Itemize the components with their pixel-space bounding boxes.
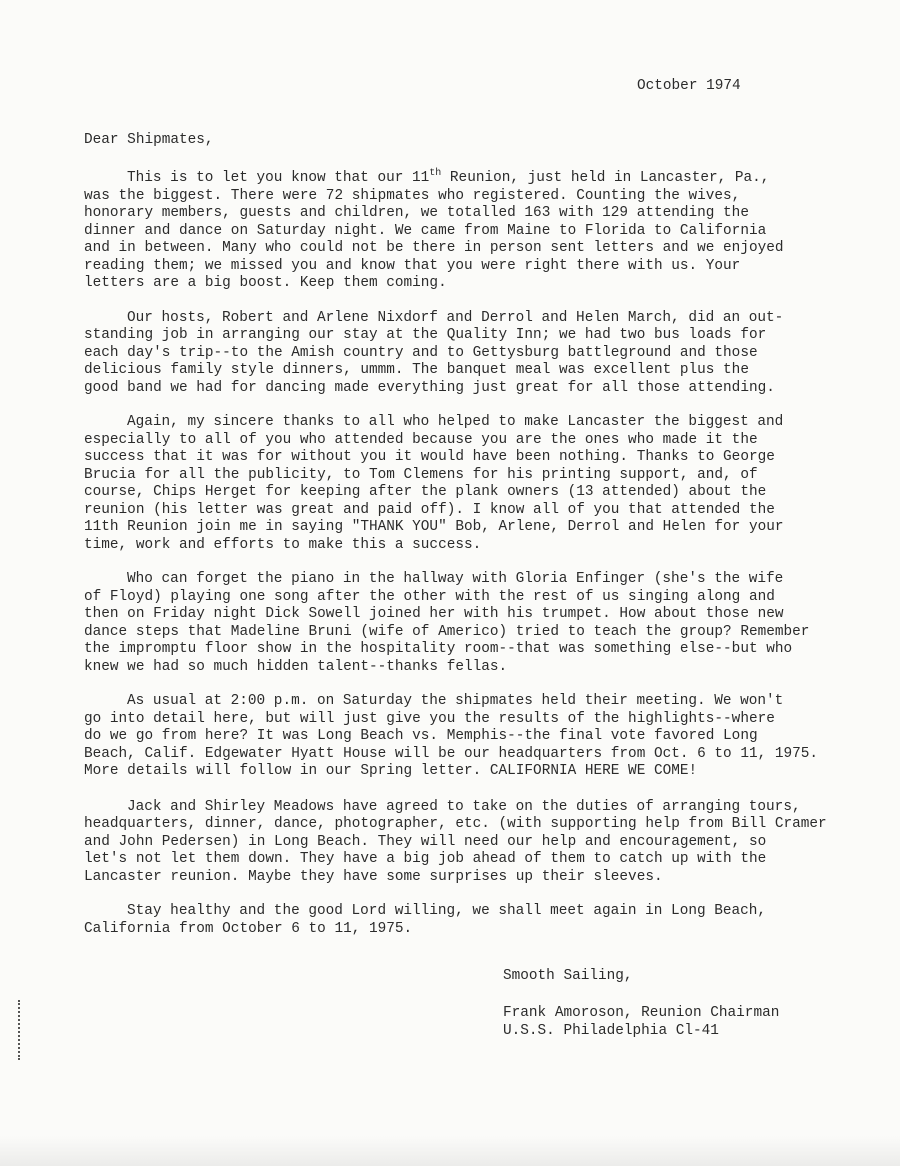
- paragraph-2: Our hosts, Robert and Arlene Nixdorf and Derrol and Helen March, did an out- standing job in arranging our stay at the Quality Inn; we had two bus loads for each day's trip--to the Amish country and to Gettysburg battleground and those delicious family style dinners, ummm. The banquet meal was excellent plus the good band we had for dancing made everything just great for all those attending.: [84, 309, 784, 396]
- scan-margin-marks: [18, 1000, 23, 1060]
- paragraph-1: [84, 170, 844, 293]
- paragraph-3: Again, my sincere thanks to all who helped to make Lancaster the biggest and especially to all of you who attended because you are the ones who made it the success that it was for without you it would have been nothing. Thanks to George Brucia for all the publicity, to Tom Clemens for his printing support, and, of course, Chips Herget for keeping after the plank owners (13 attended) about the reunion (his letter was great and paid off). I know all of you that attended the 11th Reunion join me in saying "THANK YOU" Bob, Arlene, Derrol and Helen for your time, work and efforts to make this a success.: [84, 414, 784, 553]
- signature-block: Frank Amoroson, Reunion Chairman U.S.S. Philadelphia Cl-41: [503, 1005, 780, 1039]
- paragraph-7: Stay healthy and the good Lord willing, we shall meet again in Long Beach, California from October 6 to 11, 1975.: [84, 903, 767, 937]
- paragraph-1-start: This is to let you know that our 11: [127, 170, 430, 186]
- paragraph-1-rest: Reunion, just held in Lancaster, Pa., was the biggest. There were 72 shipmates who registered. Counting the wives, honorary members, guests and children, we totalled 163 with 129 attending the dinner and dance on Saturday night. We came from Maine to Florida to California and in between. Many who could not be there in person sent letters and we enjoyed reading them; we missed you and know that you were right there with us. Your letters are a big boost. Keep them coming.: [84, 170, 784, 291]
- paragraph-6: Jack and Shirley Meadows have agreed to take on the duties of arranging tours, headquarters, dinner, dance, photographer, etc. (with supporting help from Bill Cramer and John Pedersen) in Long Beach. They will need our help and encouragement, so let's not let them down. They have a big job ahead of them to catch up with the Lancaster reunion. Maybe they have some surprises up their sleeves.: [84, 798, 827, 885]
- letter-body: [84, 170, 844, 955]
- salutation: Dear Shipmates,: [84, 132, 214, 148]
- paragraph-4: Who can forget the piano in the hallway with Gloria Enfinger (she's the wife of Floyd) playing one song after the other with the rest of us singing along and then on Friday night Dick Sowell joined her with his trumpet. How about those new dance steps that Madeline Bruni (wife of Americo) tried to teach the group? Remember the impromptu floor show in the hospitality room--that was something else--but who knew we had so much hidden talent--thanks fellas.: [84, 571, 810, 675]
- letter-date: October 1974: [637, 78, 741, 94]
- ordinal-suffix: th: [429, 168, 442, 179]
- paragraph-5: As usual at 2:00 p.m. on Saturday the shipmates held their meeting. We won't go into detail here, but will just give you the results of the highlights--where do we go from here? It was Long Beach vs. Memphis--the final vote favored Long Beach, Calif. Edgewater Hyatt House will be our headquarters from Oct. 6 to 11, 1975. More details will follow in our Spring letter. CALIFORNIA HERE WE COME!: [84, 693, 819, 779]
- closing: Smooth Sailing,: [503, 968, 633, 984]
- scan-bottom-edge: [0, 1136, 900, 1166]
